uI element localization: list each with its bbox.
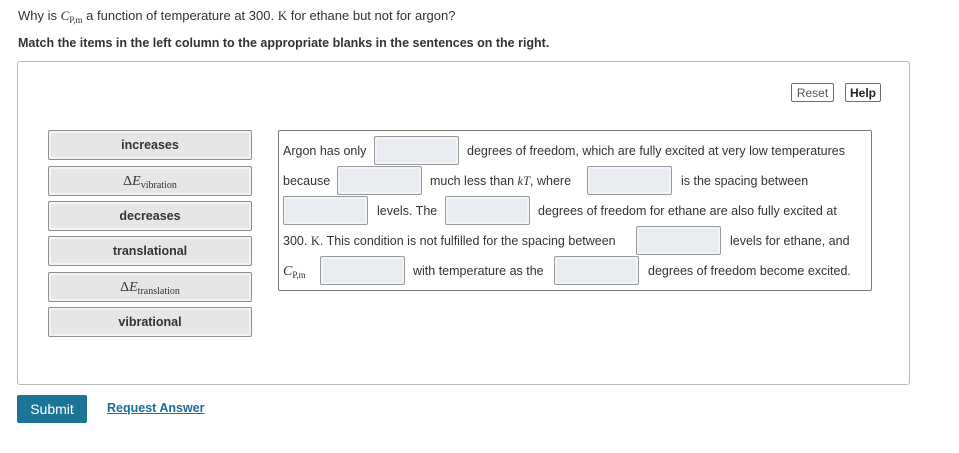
blank-8[interactable] (554, 256, 639, 285)
cp-label (283, 262, 306, 280)
blank-4[interactable] (283, 196, 368, 225)
sentence-fragment: , where (530, 174, 572, 188)
energy-subscript: vibration (140, 180, 177, 191)
tile-delta-e-translation[interactable] (48, 272, 252, 302)
sentence-text: levels. The (377, 204, 438, 218)
tile-increases[interactable]: increases (48, 130, 252, 160)
request-answer-link[interactable]: Request Answer (107, 401, 205, 415)
question-prefix: Why is (18, 8, 61, 23)
instruction-text: Match the items in the left column to the appropriate blanks in the sentences on the right. (18, 36, 550, 50)
kelvin-symbol: K (310, 234, 320, 248)
sentence-text: is the spacing between (681, 174, 809, 188)
delta-symbol: Δ (120, 280, 130, 295)
tile-decreases[interactable]: decreases (48, 201, 252, 231)
blank-6[interactable] (636, 226, 721, 255)
sentence-text (430, 174, 571, 189)
sentence-text: because (283, 174, 331, 188)
tile-delta-e-vibration[interactable] (48, 166, 252, 196)
tile-translational[interactable]: translational (48, 236, 252, 266)
blank-5[interactable] (445, 196, 530, 225)
blank-2[interactable] (337, 166, 422, 195)
sentence-fragment: . This condition is not fulfilled for the spacing between (319, 234, 616, 248)
sentence-text: levels for ethane, and (730, 234, 850, 248)
cp-symbol: C (283, 264, 293, 279)
energy-subscript: translation (137, 286, 180, 297)
sentence-text (283, 234, 616, 249)
sentence-text: degrees of freedom become excited. (648, 264, 851, 278)
sentence-text: with temperature as the (413, 264, 544, 278)
question-middle: a function of temperature at 300. (82, 8, 278, 23)
cp-subscript: P,m (292, 270, 306, 280)
tile-vibrational[interactable]: vibrational (48, 307, 252, 337)
question-suffix: for ethane but not for argon? (287, 8, 456, 23)
sentence-text: Argon has only (283, 144, 367, 158)
submit-button[interactable]: Submit (17, 395, 87, 423)
sentence-fragment: much less than (430, 174, 518, 188)
energy-symbol: E (129, 280, 138, 295)
blank-1[interactable] (374, 136, 459, 165)
cp-symbol: C (60, 8, 70, 23)
question-text (18, 8, 455, 25)
blank-7[interactable] (320, 256, 405, 285)
sentence-fragment: 300. (283, 234, 311, 248)
help-button[interactable]: Help (845, 83, 881, 102)
kelvin-symbol: K (277, 8, 288, 23)
sentence-text: degrees of freedom, which are fully excited at very low temperatures (467, 144, 845, 158)
sentence-text: degrees of freedom for ethane are also fully excited at (538, 204, 837, 218)
cp-subscript: P,m (69, 15, 83, 25)
blank-3[interactable] (587, 166, 672, 195)
kt-symbol: kT (517, 174, 531, 188)
delta-symbol: Δ (123, 174, 133, 189)
energy-symbol: E (132, 174, 141, 189)
reset-button[interactable]: Reset (791, 83, 834, 102)
